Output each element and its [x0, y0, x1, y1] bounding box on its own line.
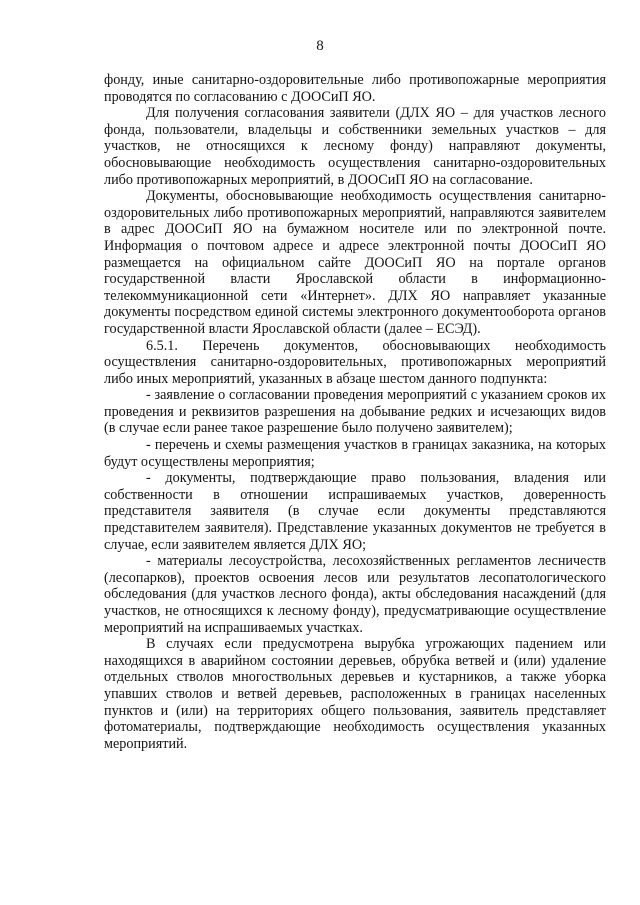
paragraph-document-list-intro: 6.5.1. Перечень документов, обосновывающих необходимость осуществления санитарно-оздоровительных, противопожарных мероприятий либо иных мероприятий, указанных в абзаце шестом данного подпункта: — [104, 337, 606, 387]
paragraph-submission-method: Документы, обосновывающие необходимость осуществления санитарно-оздоровительных либо противопожарных мероприятий, направляются заявителем в адрес ДООСиП ЯО на бумажном носителе или по электронной почте. Информация о почтовом адресе и адресе электронной почты ДООСиП ЯО размещается на официальном сайте ДООСиП ЯО на портале органов государственной власти Ярославской области в информационно-телекоммуникационной сети «Интернет». ДЛХ ЯО направляет указанные документы посредством единой системы электронного документооборота органов государственной власти Ярославской области (далее – ЕСЭД). — [104, 188, 606, 337]
paragraph-continuation: фонду, иные санитарно-оздоровительные либо противопожарные мероприятия проводятся по согласованию с ДООСиП ЯО. — [104, 72, 606, 105]
paragraph-tree-felling-photos: В случаях если предусмотрена вырубка угрожающих падением или находящихся в аварийном состоянии деревьев, обрубка ветвей и (или) удаление отдельных стволов многоствольных деревьев и кустарников, а также уборка упавших стволов и ветвей деревьев, расположенных в границах населенных пунктов и (или) на территориях общего пользования, заявитель представляет фотоматериалы, подтверждающие необходимость осуществления указанных мероприятий. — [104, 636, 606, 752]
body-text — [104, 72, 606, 752]
page-number: 8 — [316, 38, 324, 54]
list-item-ownership-documents: - документы, подтверждающие право пользования, владения или собственности в отношении испрашиваемых участков, доверенность представителя заявителя (в случае если документы представляются представителем заявителя). Представление указанных документов не требуется в случае, если заявителем является ДЛХ ЯО; — [104, 470, 606, 553]
list-item-forest-materials: - материалы лесоустройства, лесохозяйственных регламентов лесничеств (лесопарков), проектов освоения лесов или результатов лесопатологического обследования (для участков лесного фонда), акты обследования насаждений (для участков, не относящихся к лесному фонду), предусматривающие осуществление мероприятий на испрашиваемых участках. — [104, 553, 606, 636]
paragraph-approval-request: Для получения согласования заявители (ДЛХ ЯО – для участков лесного фонда, пользователи, владельцы и собственники земельных участков – для участков, не относящихся к лесному фонду) направляют документы, обосновывающие необходимость осуществления санитарно-оздоровительных либо противопожарных мероприятий, в ДООСиП ЯО на согласование. — [104, 105, 606, 188]
list-item-application: - заявление о согласовании проведения мероприятий с указанием сроков их проведения и реквизитов разрешения на добывание редких и исчезающих видов (в случае если ранее такое разрешение было получено заявителем); — [104, 387, 606, 437]
list-item-site-schemes: - перечень и схемы размещения участков в границах заказника, на которых будут осуществлены мероприятия; — [104, 437, 606, 470]
